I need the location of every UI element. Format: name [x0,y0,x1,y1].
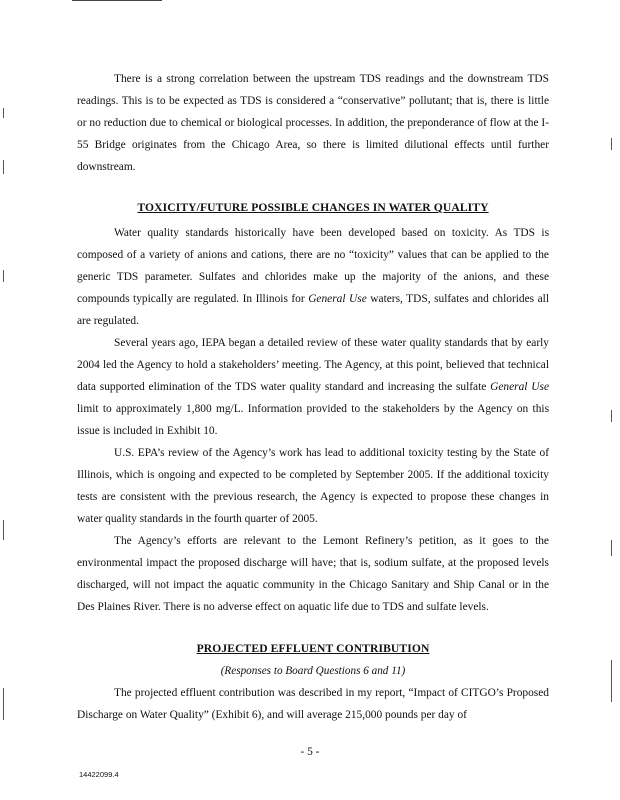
paragraph-projected-contribution: The projected effluent contribution was described in my report, “Impact of CITGO’s Proposed Discharge on Water Quality” (Exhibit 6), and will average 215,000 pounds per day of [77,687,549,721]
heading-projected-effluent: PROJECTED EFFLUENT CONTRIBUTION [196,642,430,655]
paragraph-iepa-review [77,332,549,442]
paragraph-agency-efforts: The Agency’s efforts are relevant to the Lemont Refinery’s petition, as it goes to the environmental impact the proposed discharge will have; that is, sodium sulfate, at the proposed levels discharged, will not impact the aquatic community in the Chicago Sanitary and Ship Canal or in the Des Plaines River. There is no adverse effect on aquatic life due to TDS and sulfate levels. [77,535,549,613]
paragraph-tds-correlation: There is a strong correlation between the upstream TDS readings and the downstream TDS readings. This is to be expected as TDS is considered a “conservative” pollutant; that is, there is little or no reduction due to chemical or biological processes. In addition, the preponderance of flow at the I-55 Bridge originates from the Chicago Area, so there is limited dilutional effects until further downstream. [77,73,549,173]
text-span: waters, TDS, sulfates and chlorides all are regulated. [77,293,550,327]
heading-toxicity: TOXICITY/FUTURE POSSIBLE CHANGES IN WATER QUALITY [137,201,489,214]
scan-edge-mark [611,540,612,556]
text-span: Water quality standards historically have been developed based on toxicity. As TDS is composed of a variety of anions and cations, there are no “toxicity” values that can be applied to the generic TDS parameter. Sulfates and chlorides make up the majority of the anions, and these compounds typically are regulated. In Illinois for [77,227,549,305]
scan-edge-mark [3,160,4,174]
paragraph-water-quality-standards [77,222,549,332]
scan-edge-mark [3,520,4,540]
scan-edge-mark [611,660,612,702]
page-number: - 5 - [300,746,320,758]
text-span: limit to approximately 1,800 mg/L. Information provided to the stakeholders by the Agency on this issue is included in Exhibit 10. [77,403,549,437]
scan-edge-mark [611,138,612,150]
subheading-board-questions: (Responses to Board Questions 6 and 11) [220,665,406,677]
document-body [77,68,549,726]
italic-term: General Use [490,381,549,393]
scan-artifact-line [72,0,162,1]
scan-edge-mark [611,410,612,422]
scan-edge-mark [3,270,4,282]
text-span: Several years ago, IEPA began a detailed review of these water quality standards that by early 2004 led the Agency to hold a stakeholders’ meeting. The Agency, at this point, believed that technical data supported elimination of the TDS water quality standard and increasing the sulfate [77,337,549,393]
italic-term: General Use [308,293,367,305]
scan-edge-mark [3,108,4,118]
paragraph-usepa-review: U.S. EPA’s review of the Agency’s work has lead to additional toxicity testing by the State of Illinois, which is ongoing and expected to be completed by September 2005. If the additional toxicity tests are consistent with the previous research, the Agency is expected to propose these changes in water quality standards in the fourth quarter of 2005. [77,447,549,525]
scan-edge-mark [3,688,4,720]
document-id: 14422099.4 [79,770,119,779]
